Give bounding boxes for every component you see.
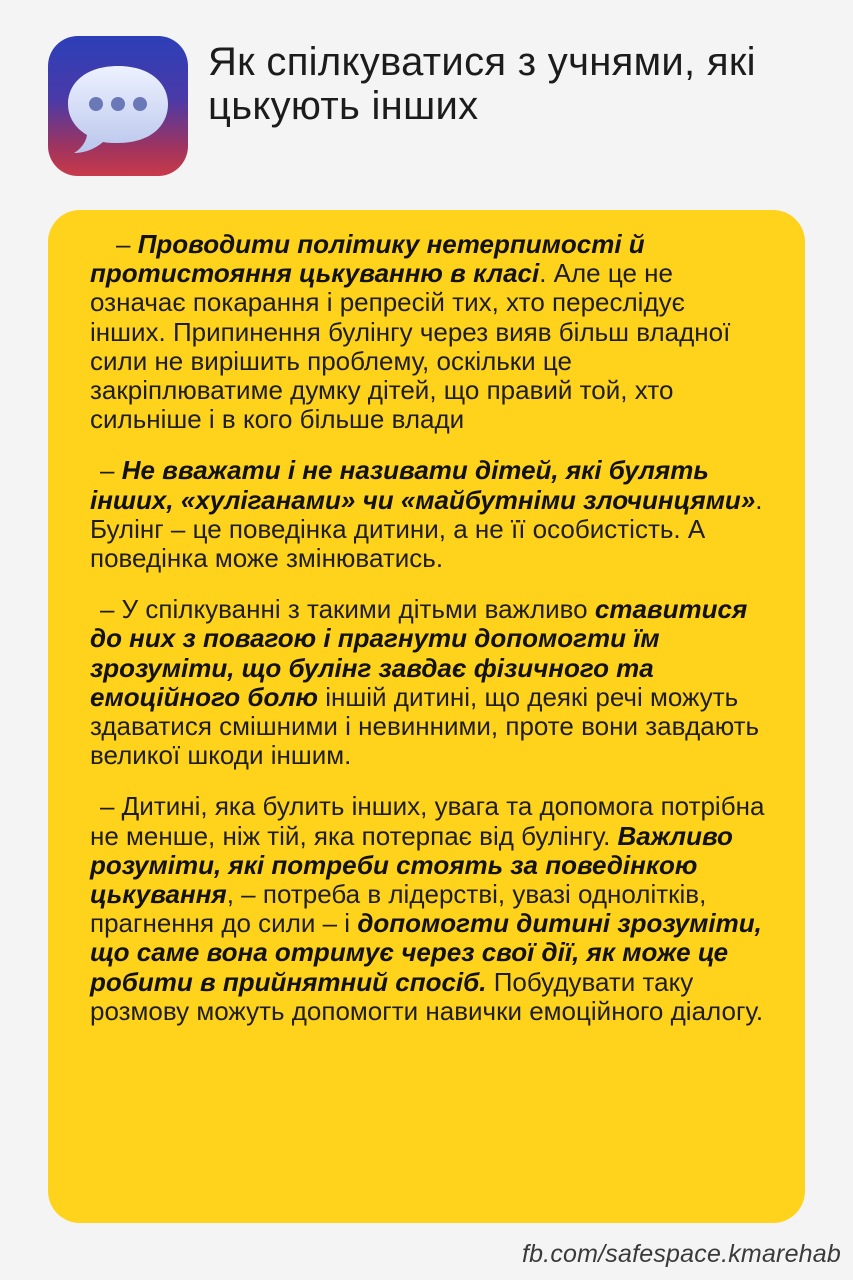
tip-text: . Булінг – це поведінка дитини, а не її особистість. А поведінка може змінюватись. [90, 484, 763, 574]
tip-paragraph-2 [90, 456, 765, 573]
speech-bubble-icon [48, 36, 188, 176]
tip-lead: – У спілкуванні з такими дітьми важливо [100, 594, 595, 625]
tip-text: , – потреба в лідерстві, увазі однолітків, прагнення до сили – і [90, 879, 707, 939]
tip-lead: – Дитині, яка булить інших, увага та допомога потрібна не менше, ніж тій, яка потерпає від булінгу. [90, 791, 765, 851]
tip-emphasis-2: допомогти дитині зрозуміти, що саме вона отримує через свої дії, як може це робити в прийнятний спосіб. [90, 908, 762, 997]
tip-paragraph-3 [90, 595, 765, 770]
tip-lead: – [116, 229, 138, 259]
footer-link[interactable]: fb.com/safespace.kmarehab [521, 1240, 841, 1268]
tips-card [48, 210, 805, 1223]
tip-emphasis: Проводити політику нетерпимості й протистояння цькуванню в класі [90, 229, 645, 289]
tip-emphasis: ставитися до них з повагою і прагнути допомогти їм зрозуміти, що булінг завдає фізичного та емоційного болю [90, 594, 748, 712]
tip-lead: – [100, 455, 122, 486]
header [0, 0, 853, 200]
chat-app-icon [48, 36, 188, 176]
tip-text: іншій дитині, що деякі речі можуть здаватися смішними і невинними, проте вони завдають великої шкоди іншим. [90, 681, 760, 771]
page-title: Як спілкуватися з учнями, які цькують інших [208, 40, 756, 128]
tip-text-end: Побудувати таку розмову можуть допомогти навички емоційного діалогу. [90, 966, 764, 1026]
tip-paragraph-1 [90, 230, 765, 434]
tip-paragraph-4 [90, 792, 765, 1026]
tip-emphasis: Не вважати і не називати дітей, які булять інших, «хуліганами» чи «майбутніми злочинцями» [90, 455, 756, 515]
tip-text: . Але це не означає покарання і репресій тих, хто переслідує інших. Припинення булінгу через вияв більш владної сили не вирішить проблему, оскільки це закріплюватиме думку дітей, що правий той, хто сильніше і в кого більше влади [90, 258, 731, 435]
tip-emphasis: Важливо розуміти, які потреби стоять за поведінкою цькування [90, 820, 733, 910]
